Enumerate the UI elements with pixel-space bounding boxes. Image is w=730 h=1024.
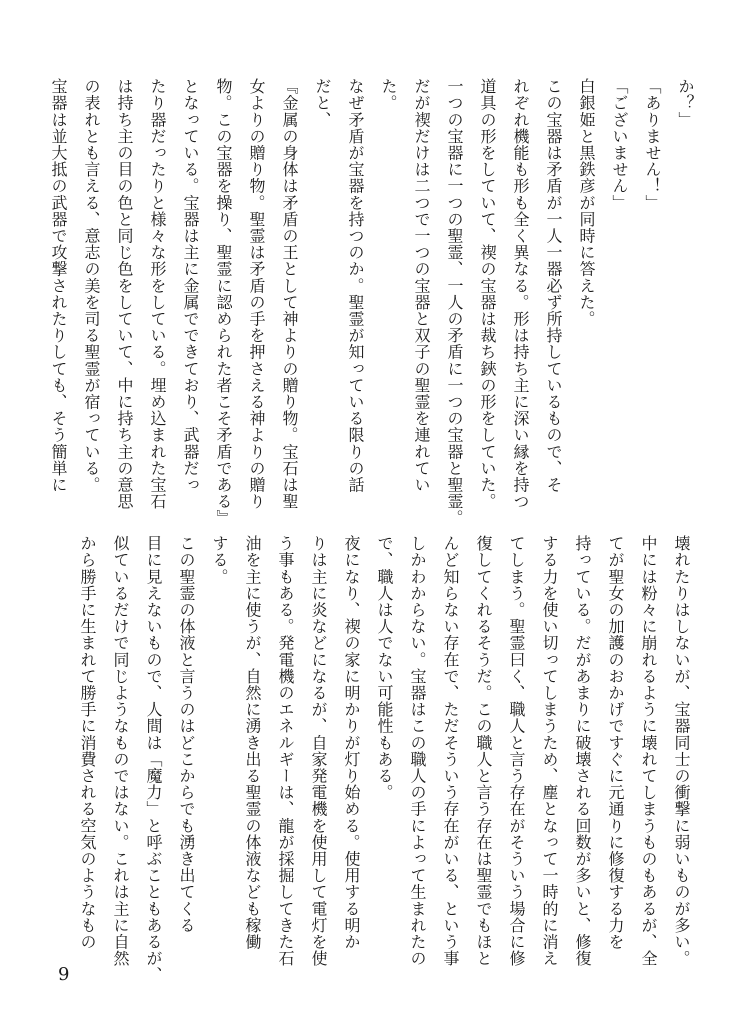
text-line: てしまう。聖霊曰く、職人と言う存在がそういう場合に修 — [507, 535, 526, 967]
page-number: 9 — [58, 964, 70, 985]
text-line: 宝器は並大抵の武器で攻撃されたりしても、そう簡単に — [49, 78, 68, 493]
text-line: 道具の形をしていて、禊の宝器は裁ち鋏の形をしていた。 — [478, 78, 497, 510]
text-line: 「ございません」 — [610, 78, 629, 211]
text-line: この宝器は矛盾が一人一器必ず所持しているもので、そ — [544, 78, 563, 493]
text-line: 壊れたりはしないが、宝器同士の衝撃に弱いものが多い。 — [672, 535, 691, 967]
text-line: 夜になり、禊の家に明かりが灯り始める。使用する明か — [342, 535, 361, 950]
text-line: か？」 — [676, 78, 695, 128]
text-line: 目に見えないもので、人間は「魔力」と呼ぶこともあるが、 — [144, 535, 163, 984]
text-line: しかわからない。宝器はこの職人の手によって生まれたの — [408, 535, 427, 967]
text-line: 似ているだけで同じようなものではない。これは主に自然 — [111, 535, 130, 967]
text-line: 油を主に使うが、自然に湧き出る聖霊の体液なども稼働 — [243, 535, 262, 950]
text-line: 『金属の身体は矛盾の王として神よりの贈り物。宝石は聖 — [280, 78, 299, 510]
text-line: た。 — [379, 78, 398, 112]
upper-text-block — [49, 78, 702, 527]
text-line: 持っている。だがあまりに破壊される回数が多いと、修復 — [573, 535, 592, 967]
text-line: 復してくれるそうだ。この職人と言う存在は聖霊でもほと — [474, 535, 493, 967]
text-line: 中には粉々に崩れるように壊れてしまうものもあるが、全 — [639, 535, 658, 967]
text-line: りは主に炎などになるが、自家発電機を使用して電灯を使 — [309, 535, 328, 967]
text-line: となっている。宝器は主に金属でできており、武器だっ — [181, 78, 200, 493]
text-line: この聖霊の体液と言うのはどこからでも湧き出てくる — [177, 535, 196, 934]
text-line: たり器だったりと様々な形をしている。埋め込まれた宝石 — [148, 78, 167, 510]
text-line: んど知らない存在で、ただそういう存在がいる、という事 — [441, 535, 460, 967]
text-line: 女よりの贈り物。聖霊は矛盾の手を押さえる神よりの贈り — [247, 78, 266, 510]
text-line: 「ありません！」 — [643, 78, 662, 211]
text-line: は持ち主の目の色と同じ色をしていて、中に持ち主の意思 — [115, 78, 134, 510]
text-line: だと、 — [313, 78, 332, 128]
text-line: だが禊だけは二つで一つの宝器と双子の聖霊を連れてい — [412, 78, 431, 493]
text-line: する。 — [210, 535, 229, 585]
text-line: の表れとも言える、意志の美を司る聖霊が宿っている。 — [82, 78, 101, 493]
text-line: 物。この宝器を操り、聖霊に認められた者こそ矛盾である』 — [214, 78, 233, 527]
text-line: なぜ矛盾が宝器を持つのか。聖霊が知っている限りの話 — [346, 78, 365, 493]
text-line: 白銀姫と黒鉄彦が同時に答えた。 — [577, 78, 596, 327]
text-line: から勝手に生まれて勝手に消費される空気のようなもの — [78, 535, 97, 950]
text-line: 一つの宝器に一つの聖霊、一人の矛盾に一つの宝器と聖霊。 — [445, 78, 464, 527]
lower-text-block — [78, 535, 698, 984]
text-line: う事もある。発電機のエネルギーは、龍が採掘してきた石 — [276, 535, 295, 967]
text-line: てが聖女の加護のおかげですぐに元通りに修復する力を — [606, 535, 625, 950]
text-line: する力を使い切ってしまうため、塵となって一時的に消え — [540, 535, 559, 967]
text-line: で、職人は人でない可能性もある。 — [375, 535, 394, 801]
text-line: れぞれ機能も形も全く異なる。形は持ち主に深い縁を持つ — [511, 78, 530, 510]
